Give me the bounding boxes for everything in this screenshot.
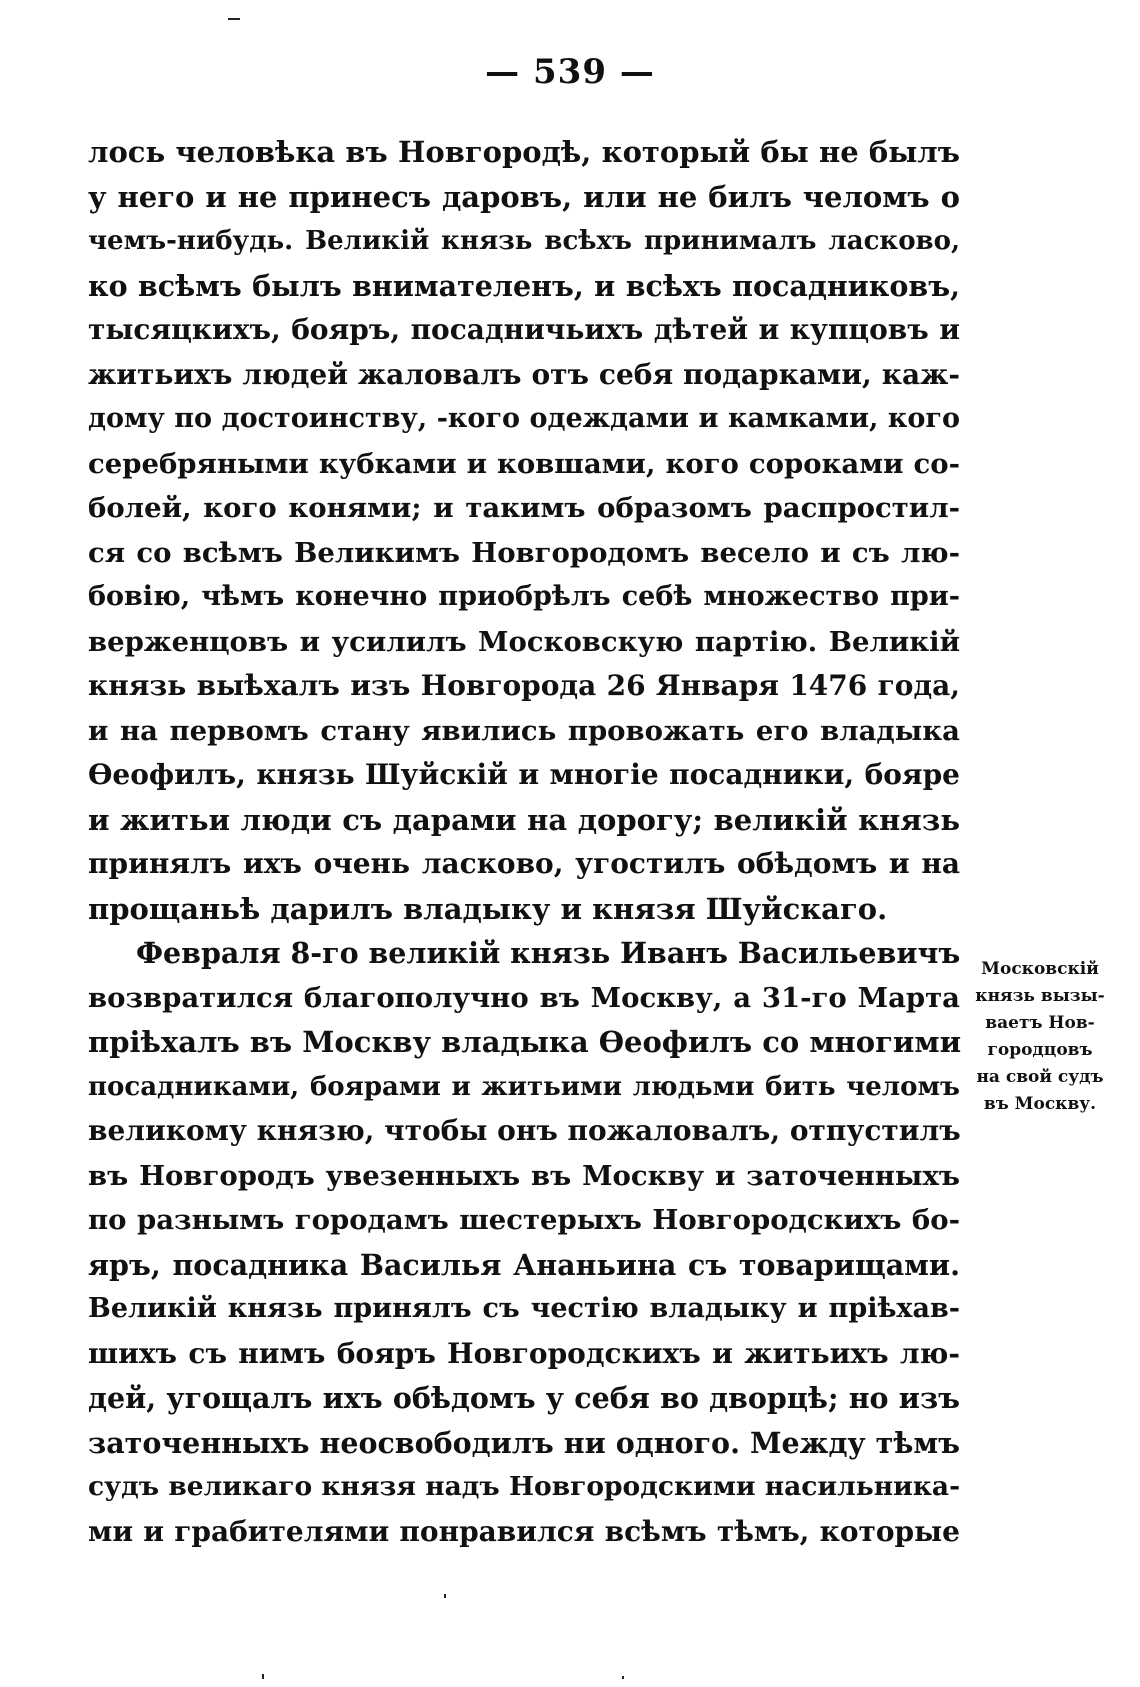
text-line: житьихъ людей жаловалъ отъ себя подарками, каж- xyxy=(88,357,960,391)
marginal-note-line: ваетъ Нов- xyxy=(985,1013,1095,1033)
marginal-note xyxy=(965,956,1115,1118)
text-line: ми и грабителями понравился всѣмъ тѣмъ, которые xyxy=(88,1514,960,1548)
marginal-note-line: городцовъ xyxy=(987,1040,1093,1060)
text-line: и житьи люди съ дарами на дорогу; великій князь xyxy=(88,802,960,837)
print-speck xyxy=(444,1594,446,1598)
text-line: пріѣхалъ въ Москву владыка Ѳеофилъ со многими xyxy=(88,1025,962,1059)
text-line: дей, угощалъ ихъ обѣдомъ у себя во дворцѣ; но изъ xyxy=(88,1381,960,1415)
text-line: лось человѣка въ Новгородѣ, который бы не былъ xyxy=(88,135,960,169)
text-line: бовію, чѣмъ конечно приобрѣлъ себѣ множество при- xyxy=(88,581,960,612)
paragraph-start-line: Февраля 8-го великій князь Иванъ Васильевичъ xyxy=(136,936,961,970)
text-line: въ Новгородъ увезенныхъ въ Москву и заточенныхъ xyxy=(88,1159,960,1192)
text-line: Ѳеофилъ, князь Шуйскій и многіе посадники, бояре xyxy=(88,758,960,791)
text-line: чемъ-нибудь. Великій князь всѣхъ принималъ ласково, xyxy=(88,226,960,256)
page-number: — 539 — xyxy=(485,52,655,92)
text-line: великому князю, чтобы онъ пожаловалъ, отпустилъ xyxy=(88,1114,961,1147)
text-line: у него и не принесъ даровъ, или не билъ челомъ о xyxy=(88,179,960,214)
marginal-note-line: князь вызы- xyxy=(975,986,1105,1006)
text-line: и на первомъ стану явились провожать его владыка xyxy=(88,714,960,747)
text-line: посадниками, боярами и житьими людьми бить челомъ xyxy=(88,1071,960,1102)
text-line: болей, кого конями; и такимъ образомъ распростил- xyxy=(88,492,960,524)
marginal-note-line: Московскій xyxy=(981,959,1099,979)
print-speck xyxy=(228,18,240,20)
text-line: судъ великаго князя надъ Новгородскими насильника- xyxy=(88,1471,961,1502)
text-line: Великій князь принялъ съ честію владыку и пріѣхав- xyxy=(88,1293,960,1324)
text-line: дому по достоинству, -кого одеждами и камками, кого xyxy=(88,403,960,434)
paragraph-end-line: прощаньѣ дарилъ владыку и князя Шуйскаго. xyxy=(88,891,888,926)
print-speck xyxy=(622,1676,624,1679)
marginal-note-line: на свой судъ xyxy=(976,1067,1104,1087)
text-line: ся со всѣмъ Великимъ Новгородомъ весело и съ лю- xyxy=(88,536,960,569)
text-line: принялъ ихъ очень ласково, угостилъ обѣдомъ и на xyxy=(88,847,960,880)
text-line: серебряными кубками и ковшами, кого сороками со- xyxy=(88,447,960,480)
marginal-note-line: въ Москву. xyxy=(983,1094,1097,1114)
text-line: верженцовъ и усилилъ Московскую партію. Великій xyxy=(88,625,960,658)
text-line: ко всѣмъ былъ внимателенъ, и всѣхъ посадниковъ, xyxy=(88,268,960,303)
text-line: тысяцкихъ, бояръ, посадничьихъ дѣтей и купцовъ и xyxy=(88,313,960,346)
text-line: по разнымъ городамъ шестерыхъ Новгородскихъ бо- xyxy=(88,1204,960,1236)
text-line: яръ, посадника Василья Ананьина съ товарищами. xyxy=(88,1247,960,1282)
text-line: заточенныхъ неосвободилъ ни одного. Между тѣмъ xyxy=(88,1425,960,1460)
print-speck xyxy=(262,1674,264,1679)
text-line: возвратился благополучно въ Москву, а 31-го Марта xyxy=(88,981,960,1014)
text-line: шихъ съ нимъ бояръ Новгородскихъ и житьихъ лю- xyxy=(88,1336,960,1370)
body-text xyxy=(88,130,960,1554)
text-line: князь выѣхалъ изъ Новгорода 26 Января 1476 года, xyxy=(88,669,960,702)
